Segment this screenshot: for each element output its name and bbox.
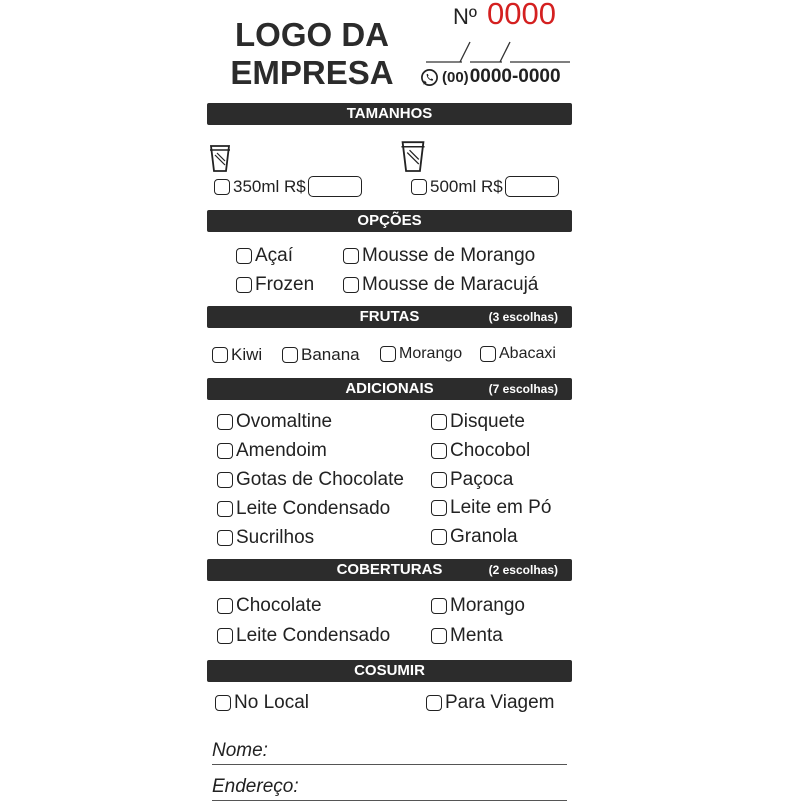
option-label: Frozen <box>255 274 315 295</box>
fruit-item[interactable] <box>480 345 556 363</box>
price-field[interactable] <box>308 176 362 197</box>
fruit-label: Abacaxi <box>499 345 556 362</box>
section-header-tamanhos <box>207 103 572 125</box>
phone-area-code: (00) <box>442 68 469 86</box>
section-header-opcoes <box>207 210 572 232</box>
addon-label: Chocobol <box>450 440 531 461</box>
section-title: FRUTAS <box>359 308 420 325</box>
addon-item[interactable] <box>431 526 518 548</box>
option-item[interactable] <box>343 274 538 296</box>
consume-option[interactable] <box>426 692 555 714</box>
company-logo <box>222 16 402 92</box>
address-field[interactable] <box>212 776 567 801</box>
section-header-frutas <box>207 306 572 328</box>
section-title: COSUMIR <box>354 662 425 679</box>
fruit-item[interactable] <box>380 345 462 363</box>
topping-label: Chocolate <box>236 595 322 616</box>
addon-item[interactable] <box>431 497 551 519</box>
checkbox[interactable] <box>380 346 396 362</box>
addon-label: Disquete <box>450 411 525 432</box>
cup-icon <box>207 143 233 173</box>
addon-label: Leite em Pó <box>450 497 552 518</box>
consume-option[interactable] <box>215 692 309 714</box>
addon-label: Granola <box>450 526 518 547</box>
section-header-adicionais <box>207 378 572 400</box>
section-title: ADICIONAIS <box>345 380 434 397</box>
checkbox[interactable] <box>217 414 233 430</box>
addon-item[interactable] <box>217 498 390 520</box>
fruit-label: Morango <box>399 345 463 362</box>
checkbox[interactable] <box>217 598 233 614</box>
order-number-value: 0000 <box>487 0 556 31</box>
addon-label: Gotas de Chocolate <box>236 469 404 490</box>
checkbox[interactable] <box>431 598 447 614</box>
checkbox[interactable] <box>236 248 252 264</box>
topping-item[interactable] <box>431 595 525 617</box>
addon-label: Paçoca <box>450 469 514 490</box>
section-header-cosumir <box>207 660 572 682</box>
section-note: (2 escolhas) <box>488 563 558 577</box>
topping-item[interactable] <box>431 625 503 647</box>
addon-label: Amendoim <box>236 440 327 461</box>
size-option-350[interactable] <box>214 176 362 197</box>
option-label: Mousse de Maracujá <box>362 274 539 295</box>
addon-label: Sucrilhos <box>236 527 315 548</box>
checkbox[interactable] <box>431 529 447 545</box>
topping-label: Morango <box>450 595 525 616</box>
checkbox[interactable] <box>217 530 233 546</box>
option-item[interactable] <box>236 245 293 267</box>
checkbox[interactable] <box>480 346 496 362</box>
checkbox[interactable] <box>217 472 233 488</box>
address-field-label: Endereço: <box>212 776 299 797</box>
phone-number <box>420 66 561 88</box>
addon-item[interactable] <box>217 527 314 549</box>
checkbox[interactable] <box>431 628 447 644</box>
addon-item[interactable] <box>431 411 525 433</box>
section-title: OPÇÕES <box>357 212 422 229</box>
name-field[interactable] <box>212 740 567 765</box>
addon-label: Ovomaltine <box>236 411 333 432</box>
checkbox[interactable] <box>215 695 231 711</box>
checkbox[interactable] <box>411 179 427 195</box>
name-field-label: Nome: <box>212 740 268 761</box>
section-title: COBERTURAS <box>336 561 443 578</box>
section-note: (7 escolhas) <box>488 382 558 396</box>
order-number-label: Nº <box>453 4 477 29</box>
checkbox[interactable] <box>431 414 447 430</box>
size-option-500[interactable] <box>411 176 559 197</box>
checkbox[interactable] <box>217 628 233 644</box>
fruit-item[interactable] <box>212 345 262 365</box>
option-item[interactable] <box>236 274 314 296</box>
section-note: (3 escolhas) <box>488 310 558 324</box>
checkbox[interactable] <box>343 248 359 264</box>
checkbox[interactable] <box>217 443 233 459</box>
addon-item[interactable] <box>217 411 332 433</box>
section-title: TAMANHOS <box>346 105 433 122</box>
checkbox[interactable] <box>431 443 447 459</box>
checkbox[interactable] <box>431 500 447 516</box>
price-field[interactable] <box>505 176 559 197</box>
size-label: 500ml R$ <box>430 176 503 196</box>
fruit-label: Banana <box>301 345 360 364</box>
consume-label: Para Viagem <box>445 692 555 713</box>
cup-icon <box>398 137 428 175</box>
checkbox[interactable] <box>214 179 230 195</box>
size-label: 350ml R$ <box>233 176 306 196</box>
topping-label: Menta <box>450 625 503 646</box>
addon-item[interactable] <box>217 469 404 491</box>
section-header-coberturas <box>207 559 572 581</box>
topping-item[interactable] <box>217 595 322 617</box>
option-label: Mousse de Morango <box>362 245 536 266</box>
addon-item[interactable] <box>431 440 530 462</box>
checkbox[interactable] <box>217 501 233 517</box>
addon-item[interactable] <box>217 440 327 462</box>
checkbox[interactable] <box>236 277 252 293</box>
addon-item[interactable] <box>431 469 513 491</box>
addon-label: Leite Condensado <box>236 498 391 519</box>
logo-line-2: EMPRESA <box>230 54 394 91</box>
consume-label: No Local <box>234 692 309 713</box>
checkbox[interactable] <box>282 347 298 363</box>
fruit-item[interactable] <box>282 345 360 365</box>
topping-item[interactable] <box>217 625 390 647</box>
whatsapp-icon <box>420 68 439 87</box>
date-field[interactable] <box>424 38 572 64</box>
fruit-label: Kiwi <box>231 345 263 364</box>
checkbox[interactable] <box>431 472 447 488</box>
topping-label: Leite Condensado <box>236 625 391 646</box>
phone-digits: 0000-0000 <box>469 66 561 87</box>
logo-line-1: LOGO DA <box>235 16 389 53</box>
checkbox[interactable] <box>426 695 442 711</box>
checkbox[interactable] <box>212 347 228 363</box>
option-label: Açaí <box>255 245 294 266</box>
option-item[interactable] <box>343 245 535 267</box>
checkbox[interactable] <box>343 277 359 293</box>
